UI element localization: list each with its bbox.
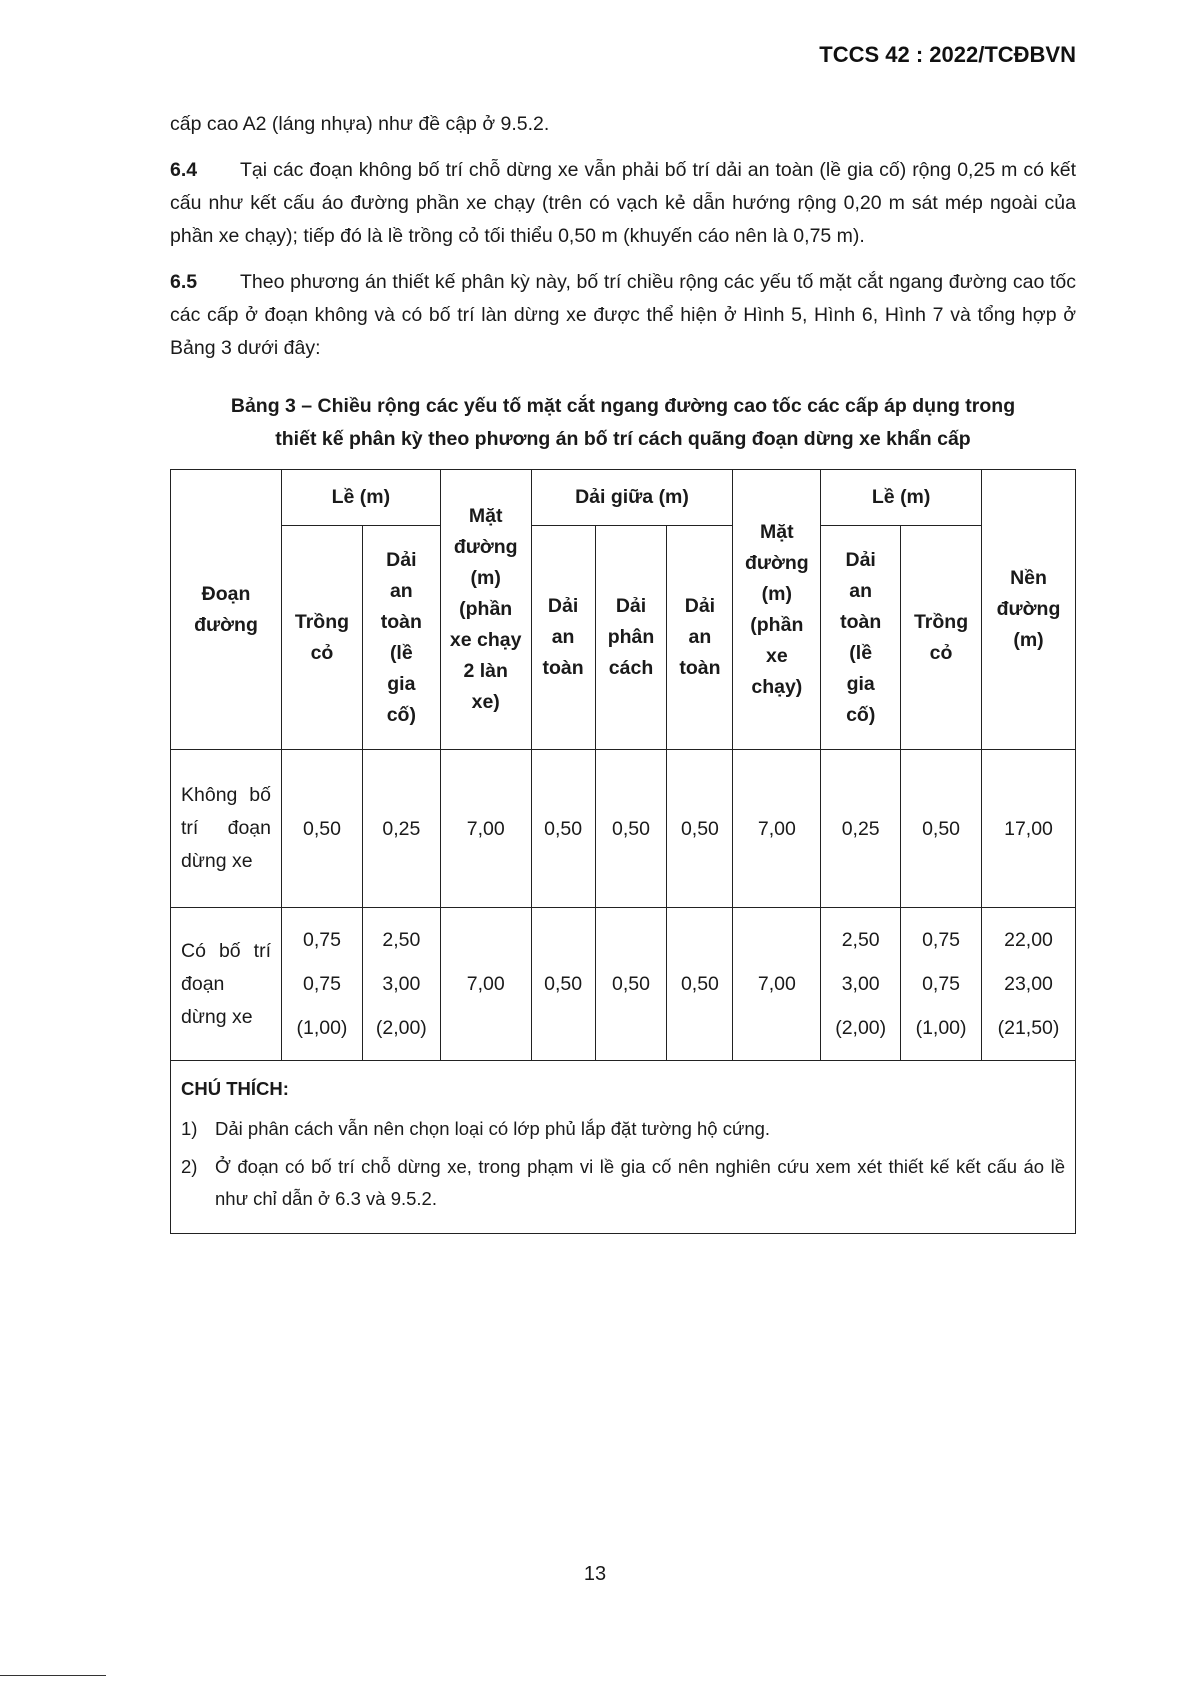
note-item [181, 1113, 1065, 1145]
header-mat-duong-2: Mặt đường (m) (phần xe chạy) [733, 470, 821, 750]
header-nen-duong: Nền đường (m) [982, 470, 1076, 750]
table-notes [171, 1061, 1076, 1234]
header-doan-duong: Đoạn đường [171, 470, 282, 750]
header-le-right: Lề (m) [821, 470, 982, 526]
note-text: Ở đoạn có bố trí chỗ dừng xe, trong phạm vi lề gia cố nên nghiên cứu xem xét thiết kế kết cấu áo lề như chỉ dẫn ở 6.3 và 9.5.2. [215, 1156, 1065, 1209]
table-cell: 0,50 [667, 750, 733, 908]
paragraph-text: Theo phương án thiết kế phân kỳ này, bố trí chiều rộng các yếu tố mặt cắt ngang đường cao tốc các cấp ở đoạn không và có bố trí làn dừng xe được thể hiện ở Hình 5, Hình 6, Hình 7 và tổng hợp ở Bảng 3 dưới đây: [170, 271, 1076, 359]
header-dai-an-toan-le-right: Dải an toàn (lề gia cố) [821, 526, 901, 750]
caption-line: thiết kế phân kỳ theo phương án bố trí cách quãng đoạn dừng xe khẩn cấp [275, 428, 971, 450]
header-dai-giua: Dải giữa (m) [531, 470, 733, 526]
note-text: Dải phân cách vẫn nên chọn loại có lớp phủ lắp đặt tường hộ cứng. [215, 1118, 771, 1139]
table-cell: 0,50 [901, 750, 982, 908]
table-cell: 0,25 [362, 750, 440, 908]
note-number: 2) [181, 1156, 198, 1177]
notes-heading: CHÚ THÍCH: [181, 1078, 289, 1099]
caption-line: Bảng 3 – Chiều rộng các yếu tố mặt cắt ngang đường cao tốc các cấp áp dụng trong [230, 395, 1016, 417]
header-mat-duong-1: Mặt đường (m) (phần xe chạy 2 làn xe) [440, 470, 531, 750]
table-cell: 7,00 [733, 750, 821, 908]
page-number: 13 [583, 1563, 607, 1585]
table-cell: 2,50 3,00 (2,00) [821, 908, 901, 1061]
row-label: Có bố trí đoạn dừng xe [171, 908, 282, 1061]
table-cell: 0,50 [595, 750, 667, 908]
cross-section-table [170, 469, 1076, 1234]
table-row [171, 908, 1076, 1061]
notes-row [171, 1061, 1076, 1234]
table-cell: 7,00 [733, 908, 821, 1061]
section-number: 6.5 [170, 271, 198, 293]
table-cell: 0,25 [821, 750, 901, 908]
section-number: 6.4 [170, 159, 198, 181]
table-cell: 0,50 [667, 908, 733, 1061]
header-dai-phan-cach: Dải phân cách [595, 526, 667, 750]
table-cell: 22,00 23,00 (21,50) [982, 908, 1076, 1061]
table-cell: 2,50 3,00 (2,00) [362, 908, 440, 1061]
table-cell: 7,00 [440, 750, 531, 908]
paragraph-6-5 [170, 266, 1076, 365]
table-cell: 7,00 [440, 908, 531, 1061]
document-code-header: TCCS 42 : 2022/TCĐBVN [819, 42, 1076, 67]
note-number: 1) [181, 1118, 198, 1139]
table-cell: 0,50 [282, 750, 363, 908]
header-dai-an-toan-2: Dải an toàn [667, 526, 733, 750]
header-trong-co-left: Trồng cỏ [282, 526, 363, 750]
paragraph-text: Tại các đoạn không bố trí chỗ dừng xe vẫn phải bố trí dải an toàn (lề gia cố) rộng 0,25 m có kết cấu như kết cấu áo đường phần xe chạy (trên có vạch kẻ dẫn hướng rộng 0,20 m sát mép ngoài của phần xe chạy); tiếp đó là lề trồng cỏ tối thiểu 0,50 m (khuyến cáo nên là 0,75 m). [170, 159, 1076, 247]
table-cell: 0,75 0,75 (1,00) [901, 908, 982, 1061]
table-cell: 0,50 [531, 750, 595, 908]
note-item [181, 1151, 1065, 1215]
table-cell: 0,75 0,75 (1,00) [282, 908, 363, 1061]
footnote-divider [0, 1675, 106, 1676]
table-cell: 0,50 [595, 908, 667, 1061]
row-label: Không bố trí đoạn dừng xe [171, 750, 282, 908]
table-caption [170, 390, 1076, 456]
header-trong-co-right: Trồng cỏ [901, 526, 982, 750]
table-cell: 17,00 [982, 750, 1076, 908]
table-cell: 0,50 [531, 908, 595, 1061]
paragraph-6-4 [170, 154, 1076, 253]
page-content [170, 108, 1076, 1234]
header-dai-an-toan-1: Dải an toàn [531, 526, 595, 750]
table-row [171, 750, 1076, 908]
continuation-text: cấp cao A2 (láng nhựa) như đề cập ở 9.5.2. [170, 113, 550, 135]
header-dai-an-toan-le-left: Dải an toàn (lề gia cố) [362, 526, 440, 750]
header-le-left: Lề (m) [282, 470, 441, 526]
